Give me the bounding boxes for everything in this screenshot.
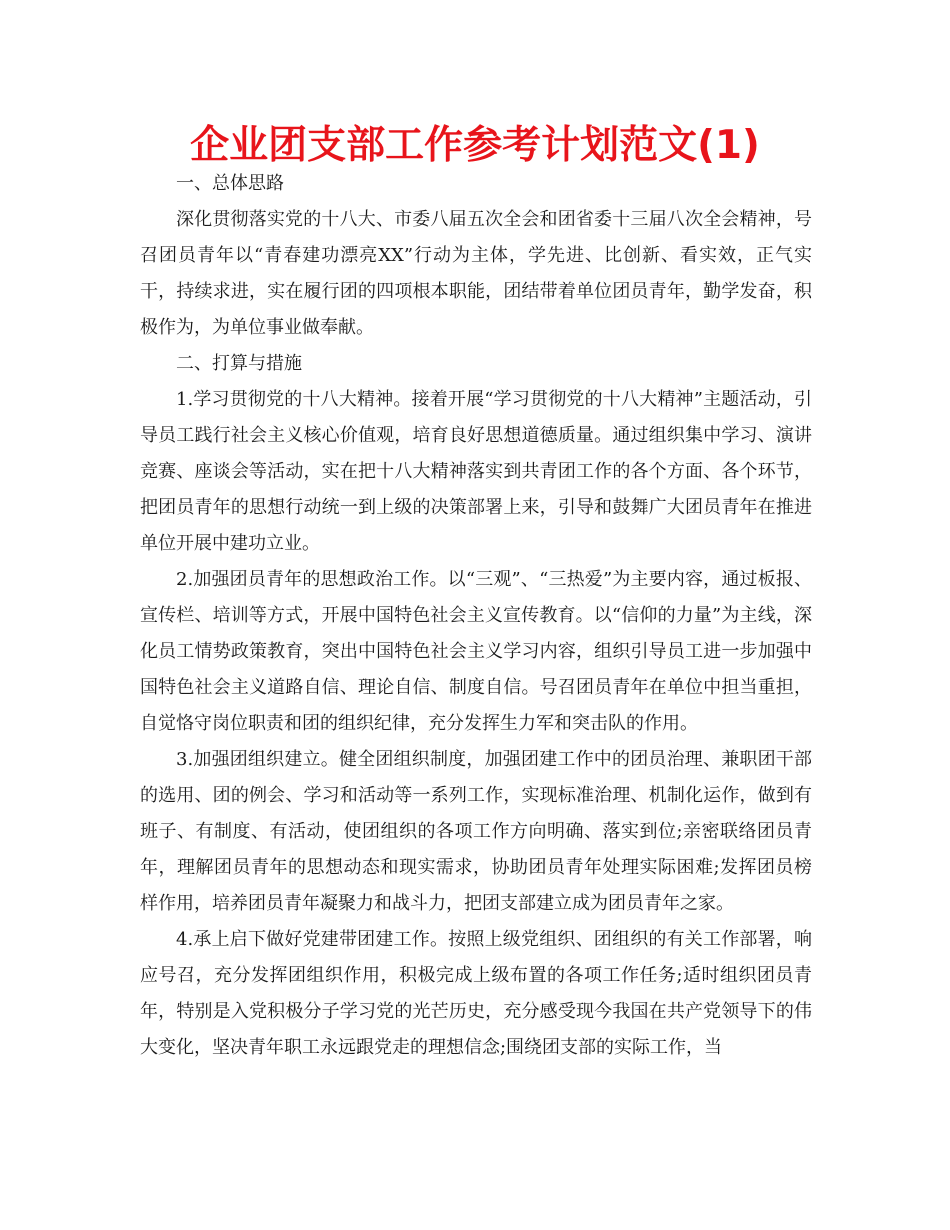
- paragraph: 4.承上启下做好党建带团建工作。按照上级党组织、团组织的有关工作部署，响应号召，充分发挥团组织作用，积极完成上级布置的各项工作任务;适时组织团员青年，特别是入党积极分子学习党的光芒历史，充分感受现今我国在共产党领导下的伟大变化，坚决青年职工永远跟党走的理想信念;围绕团支部的实际工作，当: [140, 929, 812, 1058]
- section-heading: 一、总体思路: [176, 173, 284, 194]
- section-heading: 二、打算与措施: [176, 353, 302, 374]
- paragraph: 深化贯彻落实党的十八大、市委八届五次全会和团省委十三届八次全会精神，号召团员青年以“青春建功漂亮XX”行动为主体，学先进、比创新、看实效，正气实干，持续求进，实在履行团的四项根本职能，团结带着单位团员青年，勤学发奋，积极作为，为单位事业做奉献。: [140, 209, 812, 338]
- document-body: [140, 166, 812, 1066]
- document-title: 企业团支部工作参考计划范文(1): [190, 123, 760, 168]
- paragraph: 3.加强团组织建立。健全团组织制度，加强团建工作中的团员治理、兼职团干部的选用、团的例会、学习和活动等一系列工作，实现标准治理、机制化运作，做到有班子、有制度、有活动，使团组织的各项工作方向明确、落实到位;亲密联络团员青年，理解团员青年的思想动态和现实需求，协助团员青年处理实际困难;发挥团员榜样作用，培养团员青年凝聚力和战斗力，把团支部建立成为团员青年之家。: [140, 749, 812, 914]
- paragraph: 1.学习贯彻党的十八大精神。接着开展“学习贯彻党的十八大精神”主题活动，引导员工践行社会主义核心价值观，培育良好思想道德质量。通过组织集中学习、演讲竞赛、座谈会等活动，实在把十八大精神落实到共青团工作的各个方面、各个环节，把团员青年的思想行动统一到上级的决策部署上来，引导和鼓舞广大团员青年在推进单位开展中建功立业。: [140, 389, 812, 554]
- paragraph: 2.加强团员青年的思想政治工作。以“三观”、“三热爱”为主要内容，通过板报、宣传栏、培训等方式，开展中国特色社会主义宣传教育。以“信仰的力量”为主线，深化员工情势政策教育，突出中国特色社会主义学习内容，组织引导员工进一步加强中国特色社会主义道路自信、理论自信、制度自信。号召团员青年在单位中担当重担，自觉恪守岗位职责和团的组织纪律，充分发挥生力军和突击队的作用。: [140, 569, 812, 734]
